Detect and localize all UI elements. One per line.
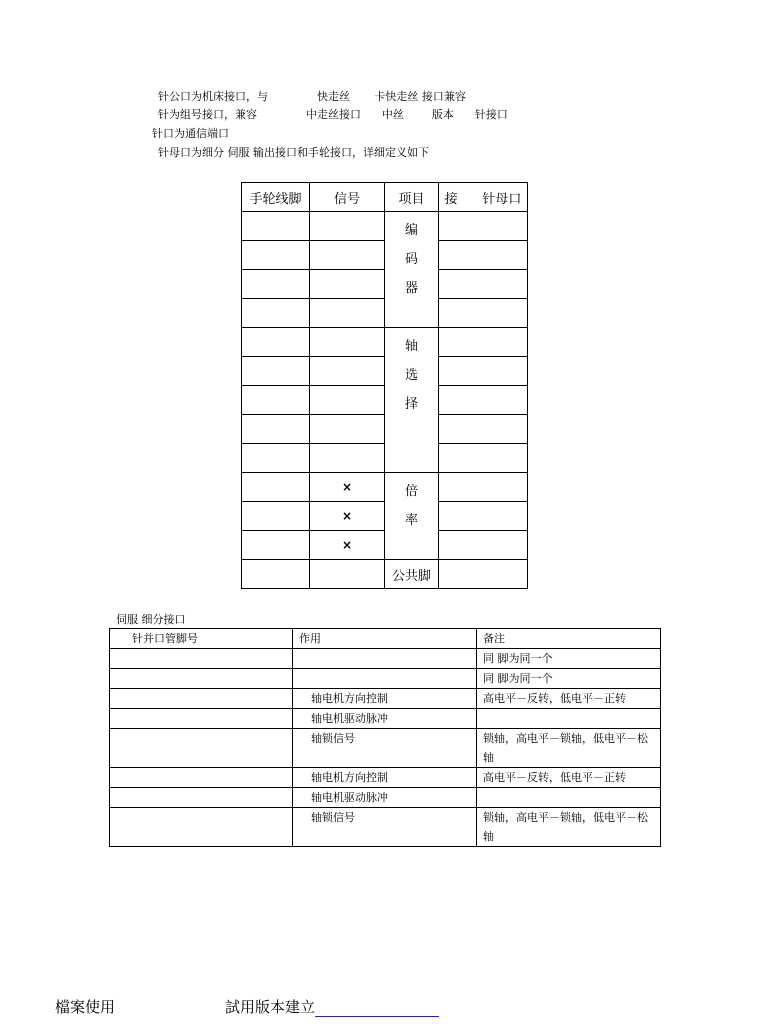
table-header-row: [242, 183, 528, 212]
table-row: [110, 729, 661, 768]
table-row: [242, 212, 528, 241]
note-cell: 同 脚为同一个: [477, 669, 661, 689]
rate-signal: ×: [310, 473, 385, 502]
table-row: [110, 649, 661, 669]
header-function: 作用: [293, 629, 477, 649]
table-row: [110, 709, 661, 729]
function-cell: 轴电机方向控制: [293, 768, 477, 788]
function-cell: 轴电机方向控制: [293, 689, 477, 709]
note-cell: 同 脚为同一个: [477, 649, 661, 669]
function-cell: 轴锁信号: [293, 808, 477, 847]
rate-signal: ×: [310, 531, 385, 560]
pin-cell: [110, 709, 293, 729]
note-cell: 锁轴，高电平－锁轴，低电平－松轴: [477, 808, 661, 847]
table-row: [110, 669, 661, 689]
footer-link[interactable]: [315, 1001, 439, 1017]
function-cell: 轴电机驱动脉冲: [293, 709, 477, 729]
footer-left-text: 檔案使用: [55, 999, 116, 1016]
encoder-group-label: 编 码 器: [385, 212, 439, 328]
intro-line: 针口为通信端口: [152, 127, 229, 140]
header-item: 项目: [385, 183, 439, 212]
intro-line: 针公口为机床接口，与 快走丝 卡快走丝 接口兼容: [158, 90, 466, 103]
pin-cell: [110, 729, 293, 768]
note-cell: 锁轴，高电平－锁轴，低电平－松轴: [477, 729, 661, 768]
pin-cell: [110, 689, 293, 709]
note-cell: 高电平－反转，低电平－正转: [477, 768, 661, 788]
function-cell: [293, 669, 477, 689]
header-connector: 接 针母口: [439, 183, 528, 212]
rate-signal: ×: [310, 502, 385, 531]
pin-cell: [110, 669, 293, 689]
table-row: [242, 328, 528, 357]
handwheel-pin-table: [241, 182, 528, 589]
function-cell: [293, 649, 477, 669]
pin-cell: [110, 649, 293, 669]
footer-right: [225, 996, 439, 1017]
header-signal: 信号: [310, 183, 385, 212]
note-cell: [477, 788, 661, 808]
common-pin-label: 公共脚: [385, 560, 439, 589]
rate-group-label: 倍 率: [385, 473, 439, 560]
table-header-row: [110, 629, 661, 649]
header-pin-number: 针并口管脚号: [110, 629, 293, 649]
table-row: [110, 788, 661, 808]
note-cell: [477, 709, 661, 729]
table-row: [242, 473, 528, 502]
header-handwheel-pin: 手轮线脚: [242, 183, 310, 212]
function-cell: 轴电机驱动脉冲: [293, 788, 477, 808]
note-cell: 高电平－反转，低电平－正转: [477, 689, 661, 709]
footer-right-text: 試用版本建立: [225, 999, 316, 1016]
table-row: [110, 808, 661, 847]
pin-cell: [110, 788, 293, 808]
table-row: [110, 768, 661, 788]
intro-line: 针为组号接口，兼容 中走丝接口 中丝 版本 针接口: [158, 108, 508, 121]
table-row: [242, 560, 528, 589]
table-row: [110, 689, 661, 709]
intro-line: 针母口为细分 伺服 输出接口和手轮接口，详细定义如下: [158, 146, 429, 159]
servo-interface-table: [109, 628, 661, 847]
pin-cell: [110, 768, 293, 788]
axis-select-group-label: 轴 选 择: [385, 328, 439, 473]
servo-table-title: 伺服 细分接口: [116, 613, 186, 626]
pin-cell: [110, 808, 293, 847]
function-cell: 轴锁信号: [293, 729, 477, 768]
header-note: 备注: [477, 629, 661, 649]
